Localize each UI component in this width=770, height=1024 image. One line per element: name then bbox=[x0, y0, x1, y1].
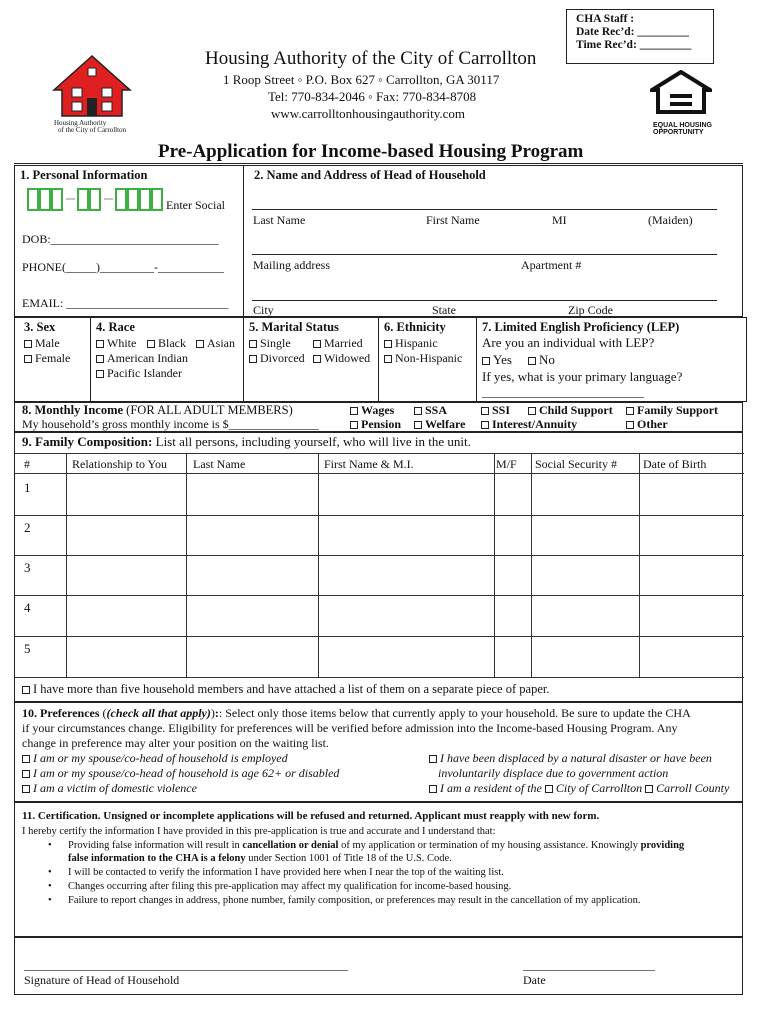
lep-language-question: If yes, what is your primary language? bbox=[482, 369, 683, 384]
lep-question: Are you an individual with LEP? bbox=[482, 335, 655, 350]
ethnicity-hispanic[interactable]: Hispanic bbox=[384, 336, 438, 351]
race-black[interactable]: Black bbox=[147, 336, 186, 351]
name-line[interactable] bbox=[252, 209, 717, 210]
pref-displaced-cont: involuntarily displace due to government action bbox=[438, 766, 669, 780]
race-american-indian[interactable]: American Indian bbox=[96, 351, 188, 366]
more-members-checkbox[interactable]: I have more than five household members and have attached a list of them on a separate piece of paper. bbox=[22, 682, 549, 697]
col-dob: Date of Birth bbox=[643, 457, 707, 471]
org-address: 1 Roop Street ◦ P.O. Box 627 ◦ Carrollton, GA 30117 bbox=[223, 72, 500, 87]
pref-resident[interactable]: I am a resident of the City of Carrollton Carroll County bbox=[429, 781, 729, 796]
marital-married[interactable]: Married bbox=[313, 336, 363, 351]
col-num: # bbox=[24, 457, 30, 471]
s10-line3: change in preference may alter your position on the waiting list. bbox=[22, 736, 329, 750]
sex-female[interactable]: Female bbox=[24, 351, 70, 366]
apt-label: Apartment # bbox=[521, 258, 582, 272]
staff-label: CHA Staff : bbox=[576, 13, 635, 25]
ssn-label: Enter Social bbox=[166, 198, 225, 212]
mi-label: MI bbox=[552, 213, 567, 227]
table-row[interactable]: 2 bbox=[24, 520, 31, 535]
table-row[interactable]: 5 bbox=[24, 641, 31, 656]
s11-intro: I hereby certify the information I have provided in this pre-application is true and accurate and I understand that: bbox=[22, 826, 496, 837]
s10-line2: if your circumstances change. Eligibility for preferences will be verified before admission into the Income-based Housing Program. Any bbox=[22, 721, 678, 735]
bullet-icon: • bbox=[48, 881, 52, 892]
marital-single[interactable]: Single bbox=[249, 336, 291, 351]
s7-title: 7. Limited English Proficiency (LEP) bbox=[482, 320, 680, 334]
income-wages[interactable]: Wages bbox=[350, 403, 394, 418]
s11-b4: Failure to report changes in address, phone number, family composition, or preferences may result in the cancellation of my application. bbox=[68, 895, 641, 906]
family-table bbox=[14, 453, 744, 682]
org-phone: Tel: 770-834-2046 ◦ Fax: 770-834-8708 bbox=[268, 89, 477, 104]
col-relationship: Relationship to You bbox=[72, 457, 168, 471]
s6-title: 6. Ethnicity bbox=[384, 320, 446, 334]
eho-text: EQUAL HOUSING OPPORTUNITY bbox=[653, 122, 712, 136]
table-row[interactable]: 1 bbox=[24, 480, 31, 495]
signature-label: Signature of Head of Household bbox=[24, 973, 180, 987]
house-logo bbox=[52, 54, 132, 120]
state-label: State bbox=[432, 303, 456, 317]
s4-title: 4. Race bbox=[96, 320, 135, 334]
s11-title: 11. Certification. Unsigned or incomplete applications will be refused and returned. Applicant must reapply with new form. bbox=[22, 810, 600, 822]
marital-divorced[interactable]: Divorced bbox=[249, 351, 305, 366]
city-label: City bbox=[253, 303, 274, 317]
table-row[interactable]: 4 bbox=[24, 600, 31, 615]
logo-text: Housing Authority of the City of Carrollton bbox=[54, 119, 127, 134]
bullet-icon: • bbox=[48, 895, 52, 906]
s5-title: 5. Marital Status bbox=[249, 320, 339, 334]
ethnicity-non-hispanic[interactable]: Non-Hispanic bbox=[384, 351, 462, 366]
col-first-name: First Name & M.I. bbox=[324, 457, 414, 471]
s10-intro: 10. Preferences ((check all that apply)):: Select only those items below that currently apply to your household. Be sure to update the CHA bbox=[22, 706, 691, 720]
col-mf: M/F bbox=[496, 457, 517, 471]
bullet-icon: • bbox=[48, 867, 52, 878]
income-other[interactable]: Other bbox=[626, 417, 668, 432]
race-pacific-islander[interactable]: Pacific Islander bbox=[96, 366, 182, 381]
lep-yes[interactable]: Yes bbox=[482, 352, 512, 368]
s11-b3: Changes occurring after filing this pre-application may affect my qualification for income-based housing. bbox=[68, 881, 512, 892]
pref-displaced[interactable]: I have been displaced by a natural disaster or have been bbox=[429, 751, 712, 766]
s11-b1: Providing false information will result in cancellation or denial of my application or termination of my housing assistance. Knowingly providing bbox=[68, 840, 685, 851]
org-name: Housing Authority of the City of Carrollton bbox=[205, 48, 537, 69]
mail-line[interactable] bbox=[252, 254, 717, 255]
date-received[interactable]: Date Rec’d: _________ bbox=[576, 26, 690, 38]
dob-field[interactable]: DOB:____________________________ bbox=[22, 232, 219, 246]
pref-employed[interactable]: I am or my spouse/co-head of household is employed bbox=[22, 751, 288, 766]
last-name-label: Last Name bbox=[253, 213, 306, 227]
s3-title: 3. Sex bbox=[24, 320, 56, 334]
income-field[interactable]: My household’s gross monthly income is $_______________ bbox=[22, 417, 319, 431]
income-pension[interactable]: Pension bbox=[350, 417, 401, 432]
form-title: Pre-Application for Income-based Housing Program bbox=[158, 141, 584, 162]
s11-b1-cont: false information to the CHA is a felony under Section 1001 of Title 18 of the U.S. Code. bbox=[68, 853, 452, 864]
date-label: Date bbox=[523, 973, 546, 987]
race-asian[interactable]: Asian bbox=[196, 336, 235, 351]
s2-title: 2. Name and Address of Head of Household bbox=[254, 168, 486, 182]
ssn-input[interactable] bbox=[26, 187, 171, 213]
bullet-icon: • bbox=[48, 840, 52, 851]
s1-title: 1. Personal Information bbox=[20, 168, 148, 182]
s11-b2: I will be contacted to verify the information I have provided here when I near the top of the waiting list. bbox=[68, 867, 504, 878]
lep-no[interactable]: No bbox=[528, 352, 555, 368]
city-line[interactable] bbox=[252, 300, 717, 301]
pref-age-disabled[interactable]: I am or my spouse/co-head of household is age 62+ or disabled bbox=[22, 766, 339, 781]
phone-field[interactable]: PHONE(_____)_________-___________ bbox=[22, 260, 224, 274]
marital-widowed[interactable]: Widowed bbox=[313, 351, 370, 366]
lep-language-field[interactable]: ___________________________ bbox=[482, 385, 644, 399]
income-ssa[interactable]: SSA bbox=[414, 403, 447, 418]
income-welfare[interactable]: Welfare bbox=[414, 417, 465, 432]
pref-domestic-violence[interactable]: I am a victim of domestic violence bbox=[22, 781, 197, 796]
email-field[interactable]: EMAIL: ___________________________ bbox=[22, 296, 229, 310]
col-last-name: Last Name bbox=[193, 457, 246, 471]
col-ssn: Social Security # bbox=[535, 457, 617, 471]
table-row[interactable]: 3 bbox=[24, 560, 31, 575]
sex-male[interactable]: Male bbox=[24, 336, 60, 351]
family-grid bbox=[14, 453, 744, 678]
org-website[interactable]: www.carrolltonhousingauthority.com bbox=[271, 106, 465, 121]
date-field[interactable]: ______________________ bbox=[523, 958, 655, 972]
race-white[interactable]: White bbox=[96, 336, 136, 351]
zip-label: Zip Code bbox=[568, 303, 613, 317]
signature-field[interactable]: ______________________________________________________ bbox=[24, 958, 348, 972]
income-ssi[interactable]: SSI bbox=[481, 403, 510, 418]
income-child-support[interactable]: Child Support bbox=[528, 403, 613, 418]
equal-housing-icon bbox=[650, 70, 712, 122]
maiden-label: (Maiden) bbox=[648, 213, 693, 227]
ssn-boxes[interactable] bbox=[26, 187, 171, 213]
income-interest[interactable]: Interest/Annuity bbox=[481, 417, 577, 432]
mail-label: Mailing address bbox=[253, 258, 330, 272]
staff-box bbox=[566, 9, 714, 64]
s9-title: 9. Family Composition: List all persons, including yourself, who will live in the unit. bbox=[22, 434, 471, 449]
s8-title: 8. Monthly Income (FOR ALL ADULT MEMBERS) bbox=[22, 403, 293, 417]
first-name-label: First Name bbox=[426, 213, 480, 227]
income-family-support[interactable]: Family Support bbox=[626, 403, 718, 418]
time-received[interactable]: Time Rec’d: _________ bbox=[576, 39, 692, 51]
